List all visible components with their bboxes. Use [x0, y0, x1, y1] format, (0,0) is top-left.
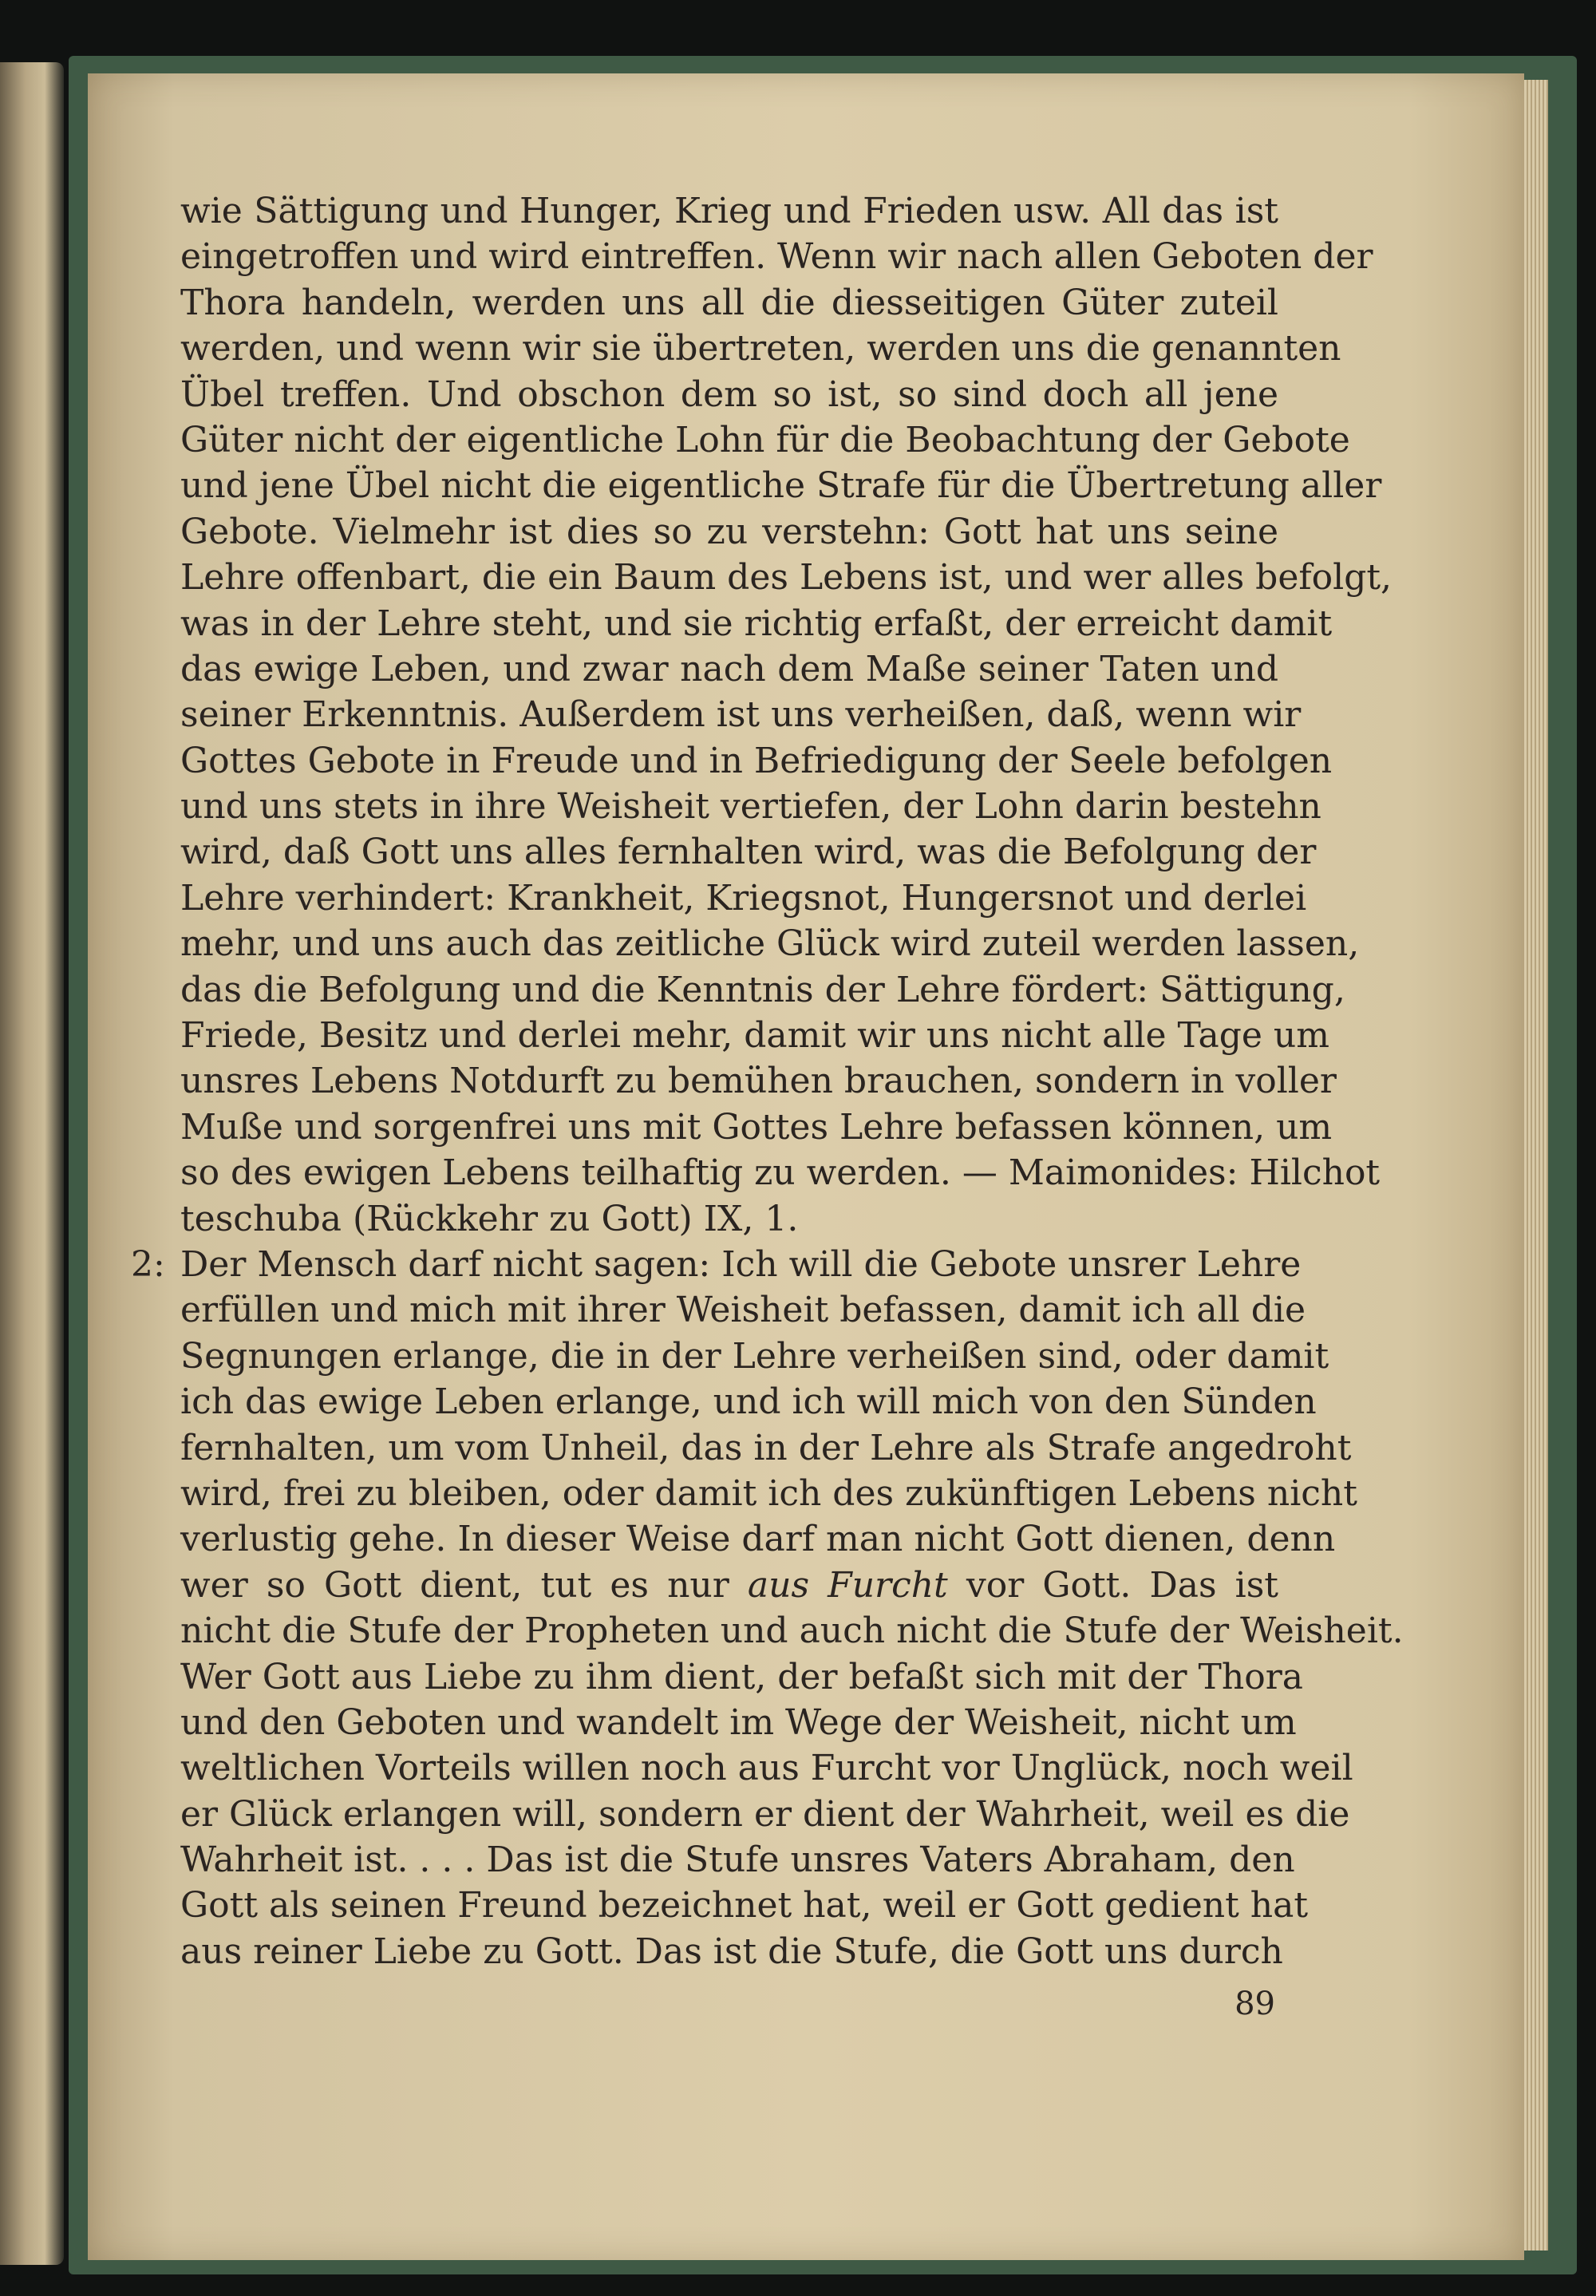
page-stack-edge — [1524, 80, 1548, 2251]
text-line: und uns stets in ihre Weisheit vertiefen, der Lohn darin bestehn — [180, 786, 1321, 828]
text-line: und den Geboten und wandelt im Wege der Weisheit, nicht um — [180, 1701, 1297, 1743]
text-line: er Glück erlangen will, sondern er dient der Wahrheit, weil es die — [180, 1793, 1350, 1835]
text-line: Friede, Besitz und derlei mehr, damit wir uns nicht alle Tage um — [180, 1015, 1329, 1057]
text-line: weltlichen Vorteils willen noch aus Furcht vor Unglück, noch weil — [180, 1748, 1353, 1789]
text-line: seiner Erkenntnis. Außerdem ist uns verheißen, daß, wenn wir — [180, 694, 1302, 736]
text-line: was in der Lehre steht, und sie richtig erfaßt, der erreicht damit — [180, 603, 1333, 644]
text-line: wird, frei zu bleiben, oder damit ich des zukünftigen Lebens nicht — [180, 1472, 1357, 1514]
text-line: ich das ewige Leben erlange, und ich will mich von den Sünden — [180, 1381, 1317, 1423]
emphasis-text: aus Furcht — [747, 1564, 948, 1606]
text-segment: vor Gott. Das ist — [966, 1564, 1278, 1606]
text-line: Güter nicht der eigentliche Lohn für die Beobachtung der Gebote — [180, 419, 1350, 460]
body-text — [180, 188, 1404, 1974]
facing-page-edge — [0, 62, 64, 2265]
text-line: und jene Übel nicht die eigentliche Strafe für die Übertretung aller — [180, 465, 1382, 507]
text-line-with-emphasis — [180, 1563, 1278, 1608]
text-line: nicht die Stufe der Propheten und auch nicht die Stufe der Weisheit. — [180, 1610, 1404, 1652]
text-segment: wer so Gott dient, tut es nur — [180, 1564, 729, 1606]
text-line: Muße und sorgenfrei uns mit Gottes Lehre befassen können, um — [180, 1106, 1333, 1148]
paragraph-number: 2: — [131, 1244, 165, 1285]
text-line: fernhalten, um vom Unheil, das in der Lehre als Strafe angedroht — [180, 1427, 1352, 1468]
text-line: Lehre offenbart, die ein Baum des Lebens ist, und wer alles befolgt, — [180, 557, 1393, 599]
text-line: Übel treffen. Und obschon dem so ist, so sind doch all jene — [180, 373, 1278, 415]
text-line: Gott als seinen Freund bezeichnet hat, weil er Gott gedient hat — [180, 1885, 1309, 1927]
text-line: mehr, und uns auch das zeitliche Glück wird zuteil werden lassen, — [180, 923, 1360, 965]
page-number: 89 — [1235, 1986, 1275, 2022]
text-line: Segnungen erlange, die in der Lehre verheißen sind, oder damit — [180, 1335, 1329, 1377]
text-line: Thora handeln, werden uns all die diesseitigen Güter zuteil — [180, 282, 1278, 323]
text-line: Wahrheit ist. . . . Das ist die Stufe unsres Vaters Abraham, den — [180, 1840, 1295, 1881]
text-line: erfüllen und mich mit ihrer Weisheit befassen, damit ich all die — [180, 1290, 1306, 1331]
text-line: wie Sättigung und Hunger, Krieg und Frieden usw. All das ist — [180, 191, 1278, 231]
text-line: Der Mensch darf nicht sagen: Ich will die Gebote unsrer Lehre — [180, 1243, 1302, 1285]
text-line: aus reiner Liebe zu Gott. Das ist die Stufe, die Gott uns durch — [180, 1930, 1283, 1972]
text-line: das ewige Leben, und zwar nach dem Maße seiner Taten und — [180, 648, 1278, 690]
text-line: das die Befolgung und die Kenntnis der Lehre fördert: Sättigung, — [180, 969, 1345, 1010]
text-line: eingetroffen und wird eintreffen. Wenn wir nach allen Geboten der — [180, 236, 1373, 278]
text-line: Gebote. Vielmehr ist dies so zu verstehn: Gott hat uns seine — [180, 511, 1278, 552]
text-line: unsres Lebens Notdurft zu bemühen brauchen, sondern in voller — [180, 1061, 1337, 1102]
text-line: so des ewigen Lebens teilhaftig zu werden. — Maimonides: Hilchot — [180, 1152, 1381, 1194]
text-line: teschuba (Rückkehr zu Gott) IX, 1. — [180, 1198, 799, 1239]
text-line: verlustig gehe. In dieser Weise darf man nicht Gott dienen, denn — [180, 1519, 1336, 1560]
text-line: Gottes Gebote in Freude und in Befriedigung der Seele befolgen — [180, 740, 1333, 781]
text-line: werden, und wenn wir sie übertreten, werden uns die genannten — [180, 328, 1341, 369]
text-line: Lehre verhindert: Krankheit, Kriegsnot, Hungersnot und derlei — [180, 877, 1307, 919]
text-line: wird, daß Gott uns alles fernhalten wird, was die Befolgung der — [180, 832, 1317, 873]
text-line: Wer Gott aus Liebe zu ihm dient, der befaßt sich mit der Thora — [180, 1656, 1303, 1697]
